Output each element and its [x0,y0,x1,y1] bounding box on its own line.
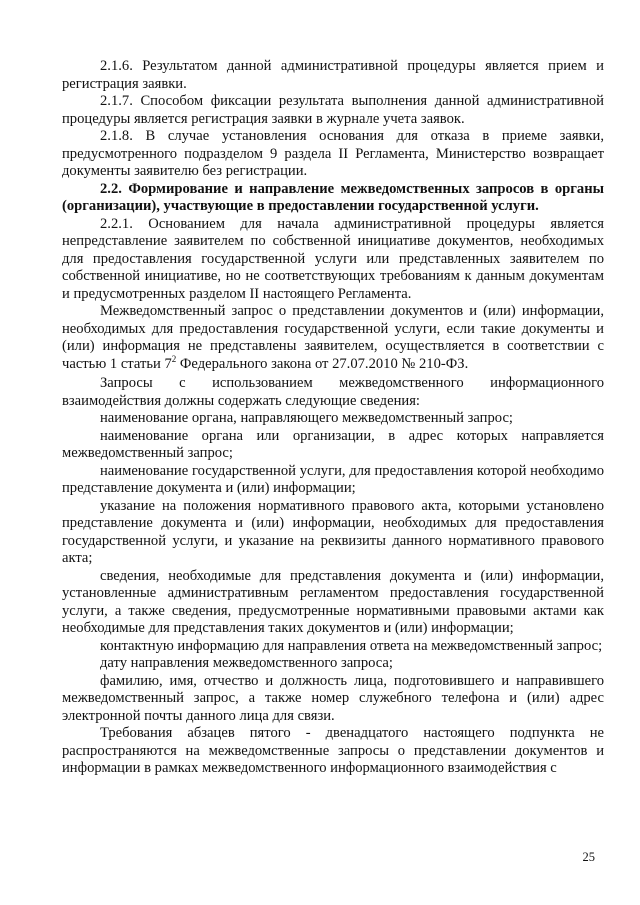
federal-law-reference: Федерального закона от 27.07.2010 № 210-ФЗ. [176,355,469,372]
paragraph-request-contents: Запросы с использованием межведомственного информационного взаимодействия должны содержать следующие сведения: [62,375,604,409]
list-item-requesting-body: наименование органа, направляющего межведомственный запрос; [100,410,513,426]
list-item-responsible-person: фамилию, имя, отчество и должность лица, подготовившего и направившего межведомственный запрос, а также номер служебного телефона и (или) адрес электронной почты данного лица для связи. [62,672,604,724]
interagency-request-text: Межведомственный запрос о представлении документов и (или) информации, необходимых для предоставления государственной услуги, если такие документы и (или) информация не представлены заявителем, осуществляется в соответствии с частью 1 статьи 7 [62,303,604,372]
list-item-legal-act: указание на положения нормативного правового акта, которыми установлено представление документа и (или) информации, необходимых для предоставления государственной услуги, и указание на реквизиты данного нормативного правового акта; [62,497,604,566]
paragraph-requirements: Требования абзацев пятого - двенадцатого настоящего подпункта не распространяются на межведомственные запросы о представлении документов и информации в рамках межведомственного информационного взаимодействия с [62,725,604,776]
list-item-required-info: сведения, необходимые для представления документа и (или) информации, установленные административным регламентом предоставления государственной услуги, а также сведения, предусмотренные нормативными правовыми актами как необходимые для представления таких документов и (или) информации; [62,567,604,636]
article-superscript: 2 [171,353,177,364]
paragraph-2-1-8: 2.1.8. В случае установления основания для отказа в приеме заявки, предусмотренного подразделом 9 раздела II Регламента, Министерство возвращает документы заявителю без регистрации. [62,128,604,179]
paragraph-2-1-7: 2.1.7. Способом фиксации результата выполнения данной административной процедуры является регистрация заявки в журнале учета заявок. [62,93,604,127]
paragraph-2-2-1: 2.2.1. Основанием для начала административной процедуры является непредставление заявителем по собственной инициативе документов, необходимых для предоставления государственной услуги или представленных заявителем по собственной инициативе, но не соответствующих требованиям к данным документам и предусмотренных разделом II настоящего Регламента. [62,215,604,302]
page-number: 25 [582,850,595,864]
paragraph-2-1-6: 2.1.6. Результатом данной административной процедуры является прием и регистрация заявки. [62,58,604,92]
list-item-contact-info: контактную информацию для направления ответа на межведомственный запрос; [100,637,603,654]
section-heading-2-2: 2.2. Формирование и направление межведомственных запросов в органы (организации), участвующие в предоставлении государственной услуги. [62,180,604,214]
list-item-request-date: дату направления межведомственного запроса; [100,655,393,671]
list-item-service-name: наименование государственной услуги, для предоставления которой необходимо представление документа и (или) информации; [62,462,604,496]
paragraph-interagency-request [62,303,604,373]
list-item-receiving-body: наименование органа или организации, в адрес которых направляется межведомственный запрос; [62,427,604,461]
